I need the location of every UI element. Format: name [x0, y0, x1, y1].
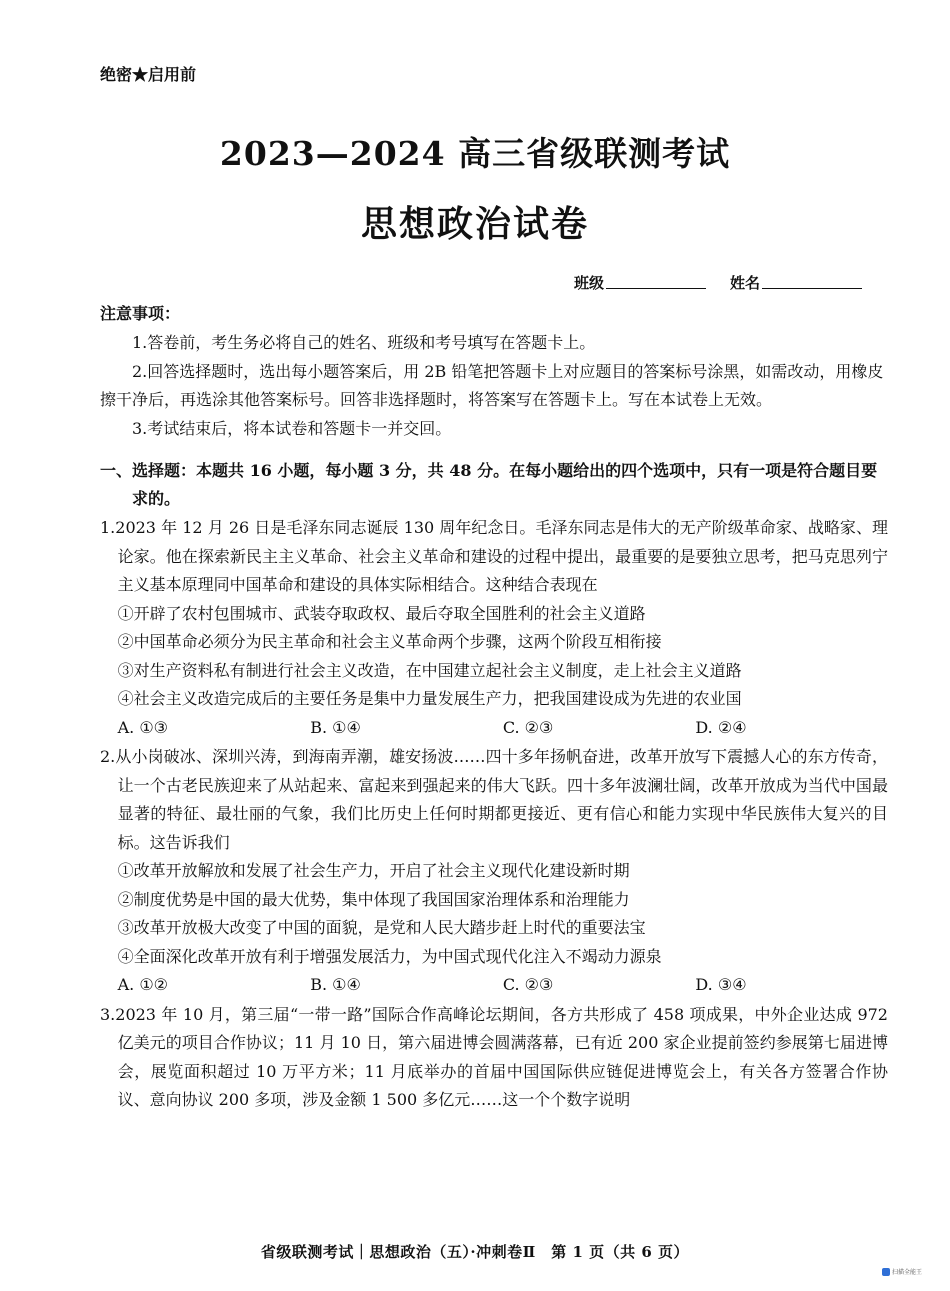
name-blank[interactable]	[762, 287, 862, 289]
part-one-heading: 一、选择题：本题共 16 小题，每小题 3 分，共 48 分。在每小题给出的四个选项中，只有一项是符合题目要求的。	[100, 461, 878, 508]
subject-title: 思想政治试卷	[360, 203, 589, 245]
exam-title: 2023—2024 高三省级联测考试	[219, 134, 731, 173]
note-item: 1.答卷前，考生务必将自己的姓名、班级和考号填写在答题卡上。	[132, 333, 596, 352]
name-label: 姓名	[730, 274, 761, 292]
choice-d: D. ②④	[695, 717, 747, 737]
choice-c: C. ②③	[502, 975, 554, 994]
question-2	[100, 743, 888, 1000]
note-item: 2.回答选择题时，选出每小题答案后，用 2B 铅笔把答题卡上对应题目的答案标号涂黑，如需改动，用橡皮擦干净后，再选涂其他答案标号。回答非选择题时，将答案写在答题卡上。写在本试卷上无效。	[100, 362, 884, 409]
class-label: 班级	[574, 274, 605, 292]
choice-b: B. ①④	[310, 975, 361, 994]
student-info-fields	[574, 272, 862, 293]
answer-choices	[100, 714, 888, 743]
watermark-text: 扫描全能王	[892, 1269, 923, 1276]
statement-item: ②中国革命必须分为民主革命和社会主义革命两个步骤，这两个阶段互相衔接	[117, 632, 662, 651]
question-stem: 2.从小岗破冰、深圳兴涛，到海南弄潮，雄安扬波……四十多年扬帆奋进，改革开放写下震撼人心的东方传奇，让一个古老民族迎来了从站起来、富起来到强起来的伟大飞跃。四十多年波澜壮阔，改革开放成为当代中国最显著的特征、最壮丽的气象，我们比历史上任何时期都更接近、更有信心和能力实现中华民族伟大复兴的目标。这告诉我们	[100, 747, 888, 852]
confidential-label: 绝密★启用前	[100, 65, 197, 84]
class-blank[interactable]	[606, 287, 706, 289]
question-stem: 3.2023 年 10 月，第三届“一带一路”国际合作高峰论坛期间，各方共形成了 458 项成果，中外企业达成 972 亿美元的项目合作协议；11 月 10 日，第六届进博会圆满落幕，已有近 200 家企业提前签约参展第七届进博会，展览面积超过 10 万平方米；11 月底举办的首届中国国际供应链促进博览会上，有关各方签署合作协议、意向协议 200 多项，涉及金额 1 500 多亿元……这一个个数字说明	[100, 1004, 888, 1109]
question-1	[100, 514, 888, 742]
question-3	[100, 1001, 888, 1115]
scanner-watermark	[882, 1267, 922, 1276]
notes-heading: 注意事项：	[100, 304, 181, 323]
statement-item: ③对生产资料私有制进行社会主义改造，在中国建立起社会主义制度，走上社会主义道路	[117, 660, 742, 680]
choice-b: B. ①④	[310, 717, 361, 737]
choice-a: A. ①②	[117, 975, 169, 994]
question-stem: 1.2023 年 12 月 26 日是毛泽东同志诞辰 130 周年纪念日。毛泽东同志是伟大的无产阶级革命家、战略家、理论家。他在探索新民主主义革命、社会主义革命和建设的过程中提出，最重要的是要独立思考，把马克思列宁主义基本原理同中国革命和建设的具体实际相结合。这种结合表现在	[100, 518, 888, 594]
choice-a: A. ①③	[117, 717, 169, 737]
page-footer: 省级联测考试｜思想政治（五）·冲刺卷Ⅱ 第 1 页（共 6 页）	[260, 1243, 690, 1261]
statement-item: ④社会主义改造完成后的主要任务是集中力量发展生产力，把我国建设成为先进的农业国	[117, 689, 742, 708]
exam-content	[100, 300, 888, 1115]
answer-choices	[100, 971, 888, 1000]
statement-item: ①开辟了农村包围城市、武装夺取政权、最后夺取全国胜利的社会主义道路	[117, 603, 646, 623]
note-item: 3.考试结束后，将本试卷和答题卡一并交回。	[132, 419, 452, 438]
statement-item: ②制度优势是中国的最大优势，集中体现了我国国家治理体系和治理能力	[117, 889, 630, 909]
statement-item: ③改革开放极大改变了中国的面貌，是党和人民大踏步赶上时代的重要法宝	[117, 918, 646, 937]
scanner-logo-icon	[882, 1268, 890, 1276]
statement-item: ①改革开放解放和发展了社会生产力，开启了社会主义现代化建设新时期	[117, 861, 630, 880]
choice-d: D. ③④	[695, 975, 747, 994]
choice-c: C. ②③	[502, 717, 554, 737]
statement-item: ④全面深化改革开放有利于增强发展活力，为中国式现代化注入不竭动力源泉	[117, 946, 662, 966]
